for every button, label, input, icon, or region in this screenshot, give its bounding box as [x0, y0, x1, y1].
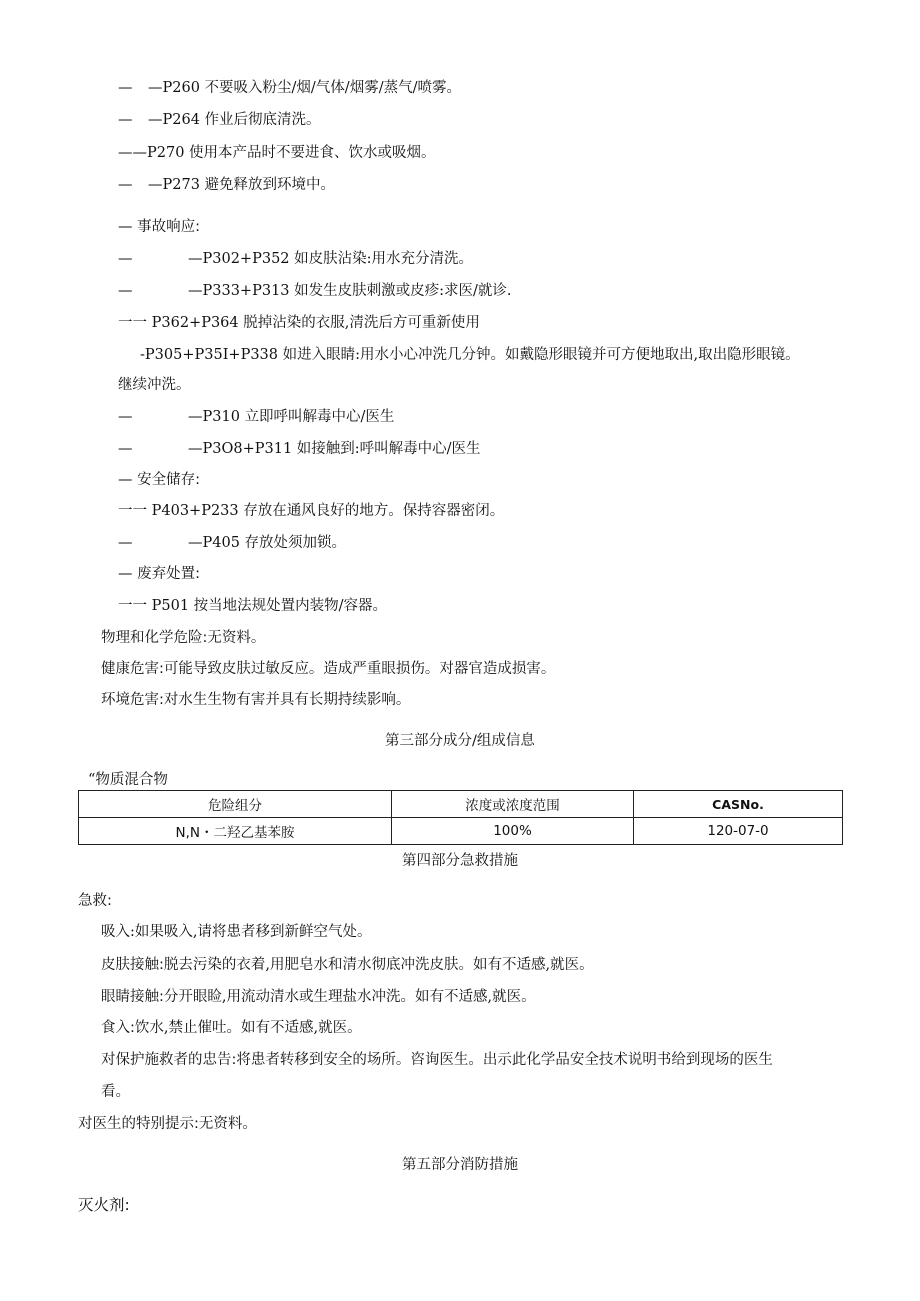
section4-title: 第四部分急救措施 [402, 853, 518, 869]
p273-dash: — [118, 177, 133, 193]
p405-dash: — [118, 535, 133, 551]
header-casno: CASNo. [634, 791, 843, 818]
p305-line: -P305+P35I+P338 如进入眼睛:用水小心冲洗几分钟。如戴隐形眼镜并可方便地取出,取出隐形眼镜。 [140, 347, 800, 363]
p308-dash: — [118, 441, 133, 457]
p302-line [118, 249, 473, 269]
p405-line [118, 533, 346, 553]
mixture-label: “物质混合物 [88, 772, 168, 788]
health-hazard-line [101, 659, 555, 679]
env-hazard-label: 环境危害: [101, 692, 164, 708]
p260-dash: — [118, 80, 133, 96]
p501-text: 一一 P501 按当地法规处置内装物/容器。 [118, 598, 388, 614]
p333-line [118, 281, 512, 301]
inhalation-line [101, 922, 372, 942]
physical-hazard-value: 无资料。 [207, 630, 266, 646]
health-hazard-value: 可能导致皮肤过敏反应。造成严重眼损伤。对器官造成损害。 [163, 661, 556, 677]
physical-hazard-line [101, 628, 265, 648]
skin-label: 皮肤接触: [101, 957, 164, 973]
eye-label: 眼睛接触: [101, 989, 164, 1005]
rescuer-label: 对保护施救者的忠告: [101, 1052, 237, 1068]
p362-line [118, 313, 480, 333]
section3-title: 第三部分成分/组成信息 [385, 733, 535, 749]
rescuer-continued: 看。 [101, 1084, 130, 1100]
p302-text: —P302+P352 如皮肤沾染:用水充分清洗。 [188, 251, 474, 267]
storage-heading: — 安全储存: [118, 472, 200, 488]
cell-casno: 120-07-0 [634, 818, 843, 845]
skin-line [101, 955, 594, 975]
p333-dash: — [118, 283, 133, 299]
disposal-heading: — 废弃处置: [118, 566, 200, 582]
ingestion-value: 饮水,禁止催吐。如有不适感,就医。 [134, 1020, 362, 1036]
p273-line [118, 175, 335, 195]
ingestion-line [101, 1018, 362, 1038]
p333-text: —P333+P313 如发生皮肤刺激或皮疹:求医/就诊. [188, 283, 512, 299]
rescuer-line [101, 1050, 773, 1070]
p264-line [118, 110, 321, 130]
env-hazard-value: 对水生生物有害并具有长期持续影响。 [163, 692, 411, 708]
p501-line [118, 596, 387, 616]
health-hazard-label: 健康危害: [101, 661, 164, 677]
p362-text: 一一 P362+P364 脱掉沾染的衣服,清洗后方可重新使用 [118, 315, 480, 331]
p270-text: ——P270 使用本产品时不要进食、饮水或吸烟。 [118, 145, 436, 161]
ingestion-label: 食入: [101, 1020, 135, 1036]
p310-dash: — [118, 409, 133, 425]
header-component: 危险组分 [79, 791, 392, 818]
p260-line [118, 78, 461, 98]
p260-text: —P260 不要吸入粉尘/烟/气体/烟雾/蒸气/喷雾。 [148, 80, 461, 96]
table-header-row [79, 791, 843, 818]
response-heading: — 事故响应: [118, 219, 200, 235]
p264-text: —P264 作业后彻底清洗。 [148, 112, 321, 128]
eye-value: 分开眼睑,用流动清水或生理盐水冲洗。如有不适感,就医。 [163, 989, 536, 1005]
section5-title: 第五部分消防措施 [402, 1157, 518, 1173]
p403-text: 一一 P403+P233 存放在通风良好的地方。保持容器密闭。 [118, 503, 505, 519]
p305-continued: 继续冲洗。 [118, 377, 191, 393]
env-hazard-line [101, 690, 410, 710]
p273-text: —P273 避免释放到环境中。 [148, 177, 336, 193]
p310-line [118, 407, 394, 427]
first-aid-label: 急救: [78, 893, 112, 909]
eye-line [101, 987, 536, 1007]
header-concentration: 浓度或浓度范围 [392, 791, 634, 818]
p308-text: —P3O8+P311 如接触到:呼叫解毒中心/医生 [188, 441, 481, 457]
p405-text: —P405 存放处须加锁。 [188, 535, 347, 551]
extinguishing-label: 灭火剂: [78, 1196, 130, 1214]
rescuer-value: 将患者转移到安全的场所。咨询医生。出示此化学品安全技术说明书给到现场的医生 [236, 1052, 773, 1068]
table-row [79, 818, 843, 845]
p308-line [118, 439, 481, 459]
cell-concentration: 100% [392, 818, 634, 845]
inhalation-value: 如果吸入,请将患者移到新鲜空气处。 [134, 924, 372, 940]
cell-component: N,N・二羟乙基苯胺 [79, 818, 392, 845]
skin-value: 脱去污染的衣着,用肥皂水和清水彻底冲洗皮肤。如有不适感,就医。 [163, 957, 594, 973]
p403-line [118, 501, 504, 521]
p264-dash: — [118, 112, 133, 128]
physical-hazard-label: 物理和化学危险: [101, 630, 208, 646]
inhalation-label: 吸入: [101, 924, 135, 940]
doctor-value: 无资料。 [198, 1116, 257, 1132]
p302-dash: — [118, 251, 133, 267]
p310-text: —P310 立即呼叫解毒中心/医生 [188, 409, 395, 425]
composition-table [78, 790, 843, 845]
p270-line [118, 143, 436, 163]
doctor-label: 对医生的特别提示: [78, 1116, 199, 1132]
doctor-line [78, 1114, 257, 1134]
